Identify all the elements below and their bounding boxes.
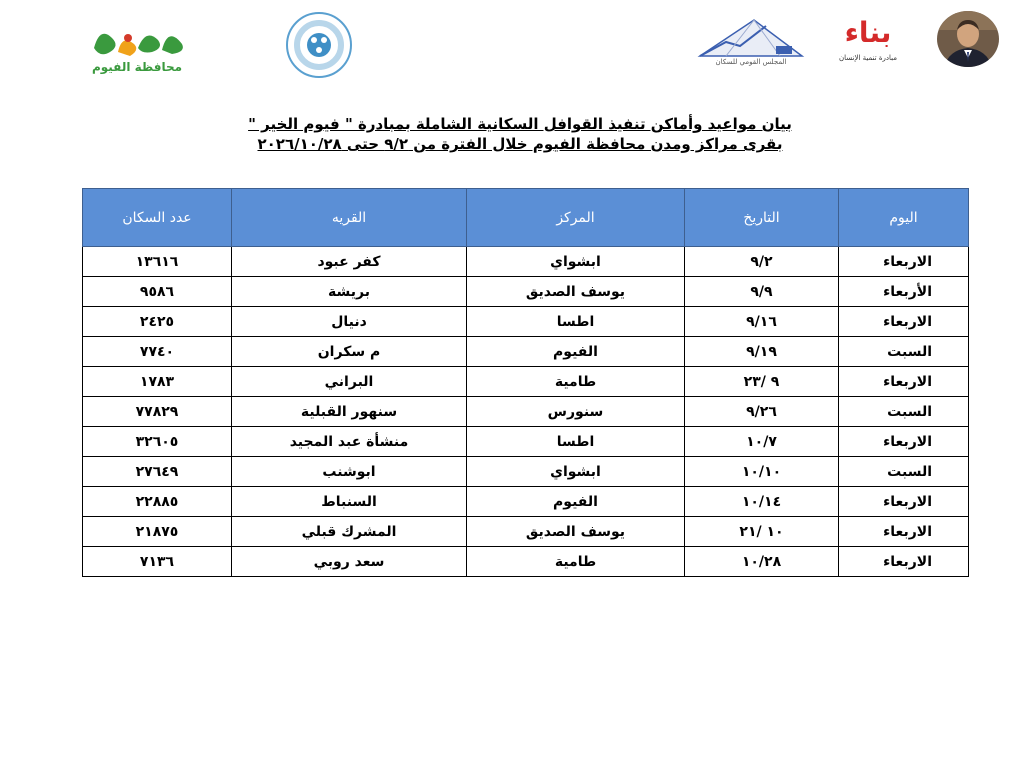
cell-day: الاربعاء — [839, 247, 969, 277]
cell-date: ٩ /٢٣ — [685, 367, 839, 397]
fayoum-logo-text: محافظة الفيوم — [91, 60, 183, 74]
table-row — [83, 457, 969, 487]
caravan-schedule-table — [82, 188, 969, 577]
document-title — [120, 114, 920, 154]
cell-date: ١٠/١٤ — [685, 487, 839, 517]
cell-village: م سكران — [232, 337, 467, 367]
header-center: المركز — [467, 189, 685, 247]
binaa-initiative-logo — [836, 14, 900, 72]
cell-population: ١٧٨٣ — [83, 367, 232, 397]
cell-population: ٧٧٨٢٩ — [83, 397, 232, 427]
npc-logo-text: المجلس القومي للسكان — [715, 58, 787, 66]
cell-population: ٧٧٤٠ — [83, 337, 232, 367]
cell-center: سنورس — [467, 397, 685, 427]
cell-village: البراني — [232, 367, 467, 397]
title-line-1: بيان مواعيد وأماكن تنفيذ القوافل السكانية الشاملة بمبادرة " فيوم الخير " — [248, 115, 792, 133]
cell-date: ١٠/٢٨ — [685, 547, 839, 577]
fayoum-governorate-logo — [84, 18, 190, 76]
cell-population: ٢٧٦٤٩ — [83, 457, 232, 487]
cell-day: الاربعاء — [839, 367, 969, 397]
cell-village: السنباط — [232, 487, 467, 517]
cell-day: الاربعاء — [839, 427, 969, 457]
table-row — [83, 247, 969, 277]
cell-day: الاربعاء — [839, 517, 969, 547]
cell-center: الفيوم — [467, 487, 685, 517]
cell-date: ٩/٩ — [685, 277, 839, 307]
cell-population: ٢٢٨٨٥ — [83, 487, 232, 517]
cell-day: الاربعاء — [839, 547, 969, 577]
cell-village: ابوشنب — [232, 457, 467, 487]
population-unit-emblem — [284, 10, 354, 80]
cell-day: السبت — [839, 457, 969, 487]
cell-date: ٩/١٩ — [685, 337, 839, 367]
cell-village: المشرك قبلي — [232, 517, 467, 547]
cell-center: طامية — [467, 367, 685, 397]
cell-village: سعد روبي — [232, 547, 467, 577]
cell-village: منشأة عبد المجيد — [232, 427, 467, 457]
cell-date: ٩/٢ — [685, 247, 839, 277]
table-row — [83, 337, 969, 367]
portrait-image — [936, 10, 1000, 68]
cell-date: ١٠/١٠ — [685, 457, 839, 487]
table-row — [83, 367, 969, 397]
cell-center: اطسا — [467, 427, 685, 457]
header-village: القريه — [232, 189, 467, 247]
cell-day: السبت — [839, 397, 969, 427]
table-row — [83, 517, 969, 547]
cell-center: يوسف الصديق — [467, 517, 685, 547]
cell-day: الاربعاء — [839, 487, 969, 517]
cell-village: بريشة — [232, 277, 467, 307]
header-day: اليوم — [839, 189, 969, 247]
cell-center: ابشواي — [467, 457, 685, 487]
cell-population: ١٣٦١٦ — [83, 247, 232, 277]
cell-village: سنهور القبلية — [232, 397, 467, 427]
cell-day: السبت — [839, 337, 969, 367]
cell-date: ١٠ /٢١ — [685, 517, 839, 547]
table-row — [83, 277, 969, 307]
table-row — [83, 307, 969, 337]
header-population: عدد السكان — [83, 189, 232, 247]
portrait-photo — [936, 10, 1000, 68]
cell-population: ٢١٨٧٥ — [83, 517, 232, 547]
header-date: التاريخ — [685, 189, 839, 247]
title-line-2: بقرى مراكز ومدن محافظة الفيوم خلال الفترة من ٩/٢ حتى ٢٠٢٦/١٠/٢٨ — [257, 135, 783, 153]
binaa-logo-subtext: مبادرة تنمية الإنسان — [839, 54, 897, 62]
table-header-row — [83, 189, 969, 247]
cell-center: اطسا — [467, 307, 685, 337]
cell-village: دنيال — [232, 307, 467, 337]
cell-population: ٩٥٨٦ — [83, 277, 232, 307]
cell-population: ٢٤٢٥ — [83, 307, 232, 337]
cell-date: ٩/١٦ — [685, 307, 839, 337]
cell-date: ١٠/٧ — [685, 427, 839, 457]
table-row — [83, 487, 969, 517]
cell-day: الأربعاء — [839, 277, 969, 307]
table-row — [83, 397, 969, 427]
table-row — [83, 547, 969, 577]
cell-center: طامية — [467, 547, 685, 577]
binaa-logo-text: بناء — [844, 16, 892, 49]
cell-date: ٩/٢٦ — [685, 397, 839, 427]
cell-day: الاربعاء — [839, 307, 969, 337]
cell-center: الفيوم — [467, 337, 685, 367]
npc-pyramid-graphic — [696, 16, 806, 60]
population-unit-logo — [284, 10, 354, 80]
npc-logo — [696, 16, 806, 68]
cell-population: ٣٢٦٠٥ — [83, 427, 232, 457]
cell-population: ٧١٣٦ — [83, 547, 232, 577]
cell-center: ابشواي — [467, 247, 685, 277]
table-row — [83, 427, 969, 457]
cell-village: كفر عبود — [232, 247, 467, 277]
cell-center: يوسف الصديق — [467, 277, 685, 307]
